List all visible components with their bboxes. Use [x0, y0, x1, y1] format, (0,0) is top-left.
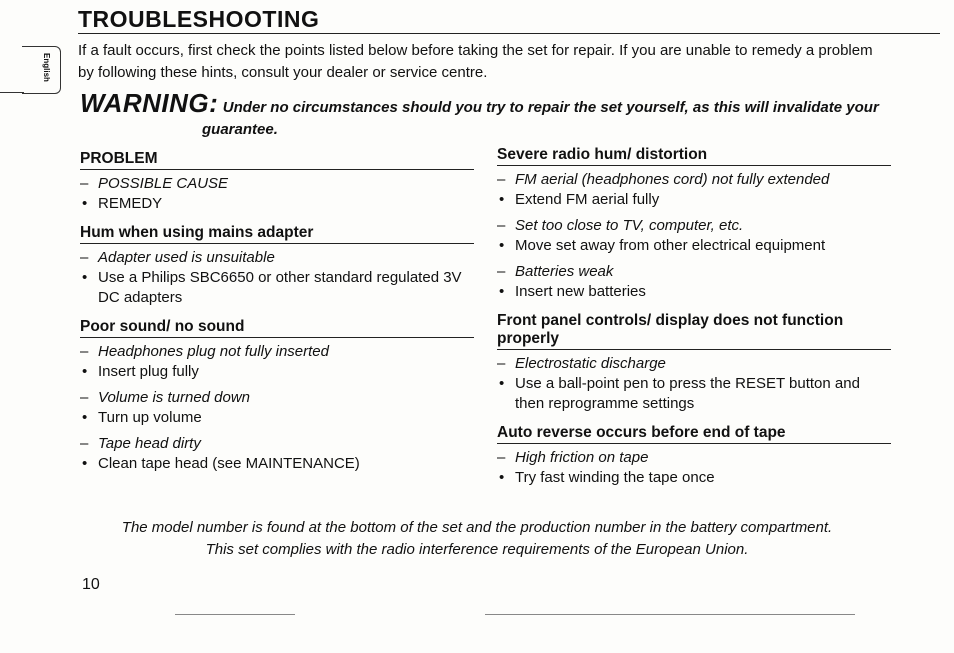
- cause-item: – Headphones plug not fully inserted: [80, 342, 474, 362]
- scan-artifact: [485, 614, 855, 615]
- remedy-item: • Clean tape head (see MAINTENANCE): [80, 454, 474, 474]
- warning-text-continued: guarantee.: [202, 121, 278, 138]
- section-heading: Poor sound/ no sound: [80, 318, 474, 338]
- section-front-panel: [497, 312, 891, 414]
- language-tab: [22, 46, 61, 94]
- cause-item: – High friction on tape: [497, 448, 891, 468]
- scan-artifact: [175, 614, 295, 615]
- remedy-item: • Try fast winding the tape once: [497, 468, 891, 488]
- cause-item: – FM aerial (headphones cord) not fully extended: [497, 170, 891, 190]
- cause-item: – Electrostatic discharge: [497, 354, 891, 374]
- language-tab-rule: [0, 92, 24, 93]
- section-radio-hum: [497, 146, 891, 302]
- section-auto-reverse: [497, 424, 891, 488]
- section-heading: Hum when using mains adapter: [80, 224, 474, 244]
- page-number: 10: [82, 576, 100, 593]
- footnote-model-number: The model number is found at the bottom of the set and the production number in the battery compartment.: [121, 519, 833, 536]
- remedy-item: • Insert plug fully: [80, 362, 474, 382]
- section-heading: Auto reverse occurs before end of tape: [497, 424, 891, 444]
- section-heading: Front panel controls/ display does not function properly: [497, 312, 891, 350]
- cause-item: – Volume is turned down: [80, 388, 474, 408]
- section-hum-mains-adapter: [80, 224, 474, 308]
- legend-heading: PROBLEM: [80, 150, 474, 170]
- cause-item: – Tape head dirty: [80, 434, 474, 454]
- remedy-item: • Use a ball-point pen to press the RESET button and then reprogramme settings: [497, 374, 891, 414]
- title-rule: [78, 33, 940, 34]
- warning-block: [80, 88, 880, 138]
- remedy-item: • Insert new batteries: [497, 282, 891, 302]
- cause-item: – Adapter used is unsuitable: [80, 248, 474, 268]
- footnote-compliance: This set complies with the radio interference requirements of the European Union.: [205, 541, 749, 558]
- cause-item: – Batteries weak: [497, 262, 891, 282]
- legend-cause: – POSSIBLE CAUSE: [80, 174, 474, 194]
- remedy-item: • Turn up volume: [80, 408, 474, 428]
- cause-item: – Set too close to TV, computer, etc.: [497, 216, 891, 236]
- warning-text: Under no circumstances should you try to repair the set yourself, as this will invalidate your: [222, 99, 879, 116]
- remedy-item: • Move set away from other electrical equipment: [497, 236, 891, 256]
- page-title: TROUBLESHOOTING: [78, 6, 320, 32]
- intro-paragraph: If a fault occurs, first check the points listed below before taking the set for repair. If you are unable to remedy a problem by following these hints, consult your dealer or service centre.: [78, 42, 873, 81]
- remedy-item: • Use a Philips SBC6650 or other standard regulated 3V DC adapters: [80, 268, 474, 308]
- section-poor-sound: [80, 318, 474, 474]
- section-heading: Severe radio hum/ distortion: [497, 146, 891, 166]
- remedy-item: • Extend FM aerial fully: [497, 190, 891, 210]
- legend-remedy: • REMEDY: [80, 194, 474, 214]
- warning-label: WARNING:: [80, 88, 219, 118]
- right-column: [497, 146, 891, 488]
- language-tab-label: English: [41, 53, 51, 82]
- left-column: [80, 150, 474, 474]
